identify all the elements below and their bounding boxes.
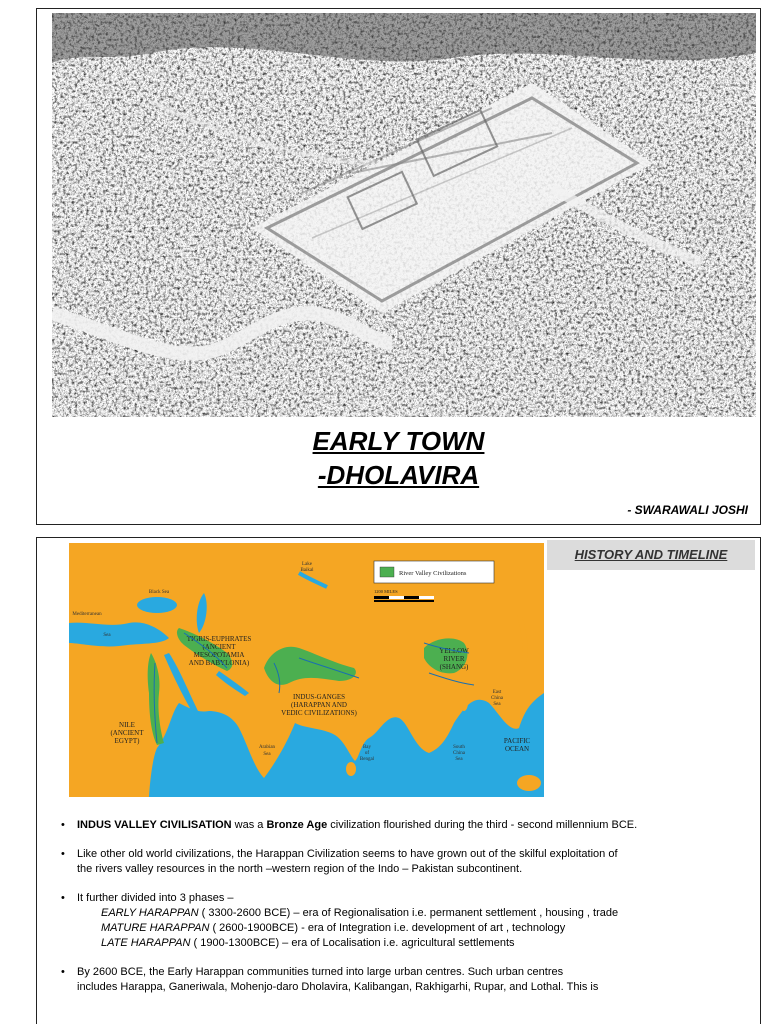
- phase-3-name: LATE HARAPPAN: [101, 937, 191, 949]
- label-nile-3: EGYPT): [114, 737, 140, 745]
- bullet-1-mid: was a: [231, 819, 267, 831]
- phase-3-text: ( 1900-1300BCE) – era of Localisation i.e. agricultural settlements: [190, 937, 515, 949]
- dholavira-aerial-photo: [52, 13, 756, 417]
- label-arabian-1: Arabian: [258, 745, 276, 750]
- bullet-list: [59, 818, 749, 1009]
- phase-2: [77, 921, 749, 936]
- label-pacific-2: OCEAN: [504, 745, 530, 753]
- label-mediterranean-2: Sea: [103, 633, 111, 638]
- label-tigris-1: TIGRIS-EUPHRATES: [186, 635, 252, 643]
- label-black-sea: Black Sea: [148, 590, 170, 595]
- phase-3: [77, 936, 749, 951]
- label-east-china-2: China: [491, 696, 503, 701]
- bullet-1-strong-2: Bronze Age: [266, 819, 328, 831]
- phase-1-name: EARLY HARAPPAN: [101, 907, 199, 919]
- title-slide: [36, 8, 761, 525]
- label-nile-2: (ANCIENT: [110, 729, 144, 737]
- bullet-4: [59, 965, 749, 995]
- label-nile-1: NILE: [119, 721, 135, 729]
- bullet-2: [59, 847, 749, 877]
- phase-2-text: ( 2600-1900BCE) - era of Integration i.e. development of art , technology: [209, 922, 566, 934]
- phase-2-name: MATURE HARAPPAN: [101, 922, 210, 934]
- label-bay-1: Bay: [362, 745, 372, 750]
- river-valley-civilizations-map: [69, 543, 544, 797]
- bullet-dot-icon: •: [61, 892, 65, 904]
- phase-1: [77, 906, 749, 921]
- label-mediterranean-1: Mediterranean: [72, 612, 102, 617]
- slide-title-line-1: EARLY TOWN: [312, 426, 485, 456]
- label-lake-baikal-2: Baikal: [300, 568, 314, 573]
- bullet-dot-icon: •: [61, 819, 65, 831]
- bullet-3: [59, 891, 749, 951]
- section-tag: HISTORY AND TIMELINE: [547, 540, 755, 570]
- author-credit: - SWARAWALI JOSHI: [627, 503, 748, 517]
- slide-title-line-2: -DHOLAVIRA: [317, 460, 480, 490]
- label-indus-2: (HARAPPAN AND: [291, 701, 347, 709]
- label-bay-3: Bengal: [359, 757, 375, 762]
- label-lake-baikal-1: Lake: [302, 562, 312, 567]
- map-legend-label: River Valley Civilizations: [399, 570, 467, 577]
- label-yellow-1: YELLOW: [439, 647, 469, 655]
- label-tigris-2: (ANCIENT: [202, 643, 236, 651]
- label-bay-2: of: [364, 751, 370, 756]
- label-tigris-3: MESOPOTAMIA: [193, 651, 245, 659]
- label-tigris-4: AND BABYLONIA): [188, 659, 250, 667]
- bullet-1: [59, 818, 749, 833]
- label-pacific-1: PACIFIC: [503, 737, 531, 745]
- label-yellow-2: RIVER: [443, 655, 465, 663]
- label-indus-3: VEDIC CIVILIZATIONS): [281, 709, 357, 717]
- label-east-china-1: East: [492, 690, 502, 695]
- bullet-dot-icon: •: [61, 966, 65, 978]
- phase-1-text: ( 3300-2600 BCE) – era of Regionalisation i.e. permanent settlement , housing , trade: [198, 907, 619, 919]
- bullet-4-line-2: includes Harappa, Ganeriwala, Mohenjo-daro Dholavira, Kalibangan, Rakhigarhi, Rupar, and Lothal. This is: [77, 981, 599, 993]
- label-arabian-2: Sea: [263, 752, 271, 757]
- label-south-china-3: Sea: [455, 757, 463, 762]
- map-scale-miles: 1200 MILES: [374, 589, 398, 594]
- label-east-china-3: Sea: [493, 702, 501, 707]
- label-south-china-2: China: [453, 751, 465, 756]
- label-yellow-3: (SHANG): [439, 663, 469, 671]
- bullet-1-rest: civilization flourished during the third - second millennium BCE.: [327, 819, 638, 831]
- bullet-1-strong: INDUS VALLEY CIVILISATION: [77, 819, 232, 831]
- label-south-china-1: South: [453, 745, 465, 750]
- bullet-dot-icon: •: [61, 848, 65, 860]
- bullet-4-line-1: By 2600 BCE, the Early Harappan communities turned into large urban centres. Such urban centres: [77, 966, 564, 978]
- label-indus-1: INDUS-GANGES: [292, 693, 346, 701]
- bullet-3-intro: It further divided into 3 phases –: [77, 892, 234, 904]
- bullet-2-line-1: Like other old world civilizations, the Harappan Civilization seems to have grown out of the skilful exploitation of: [77, 848, 618, 860]
- history-slide: [36, 537, 761, 1024]
- bullet-2-line-2: the rivers valley resources in the north –western region of the Indo – Pakistan subcontinent.: [77, 863, 523, 875]
